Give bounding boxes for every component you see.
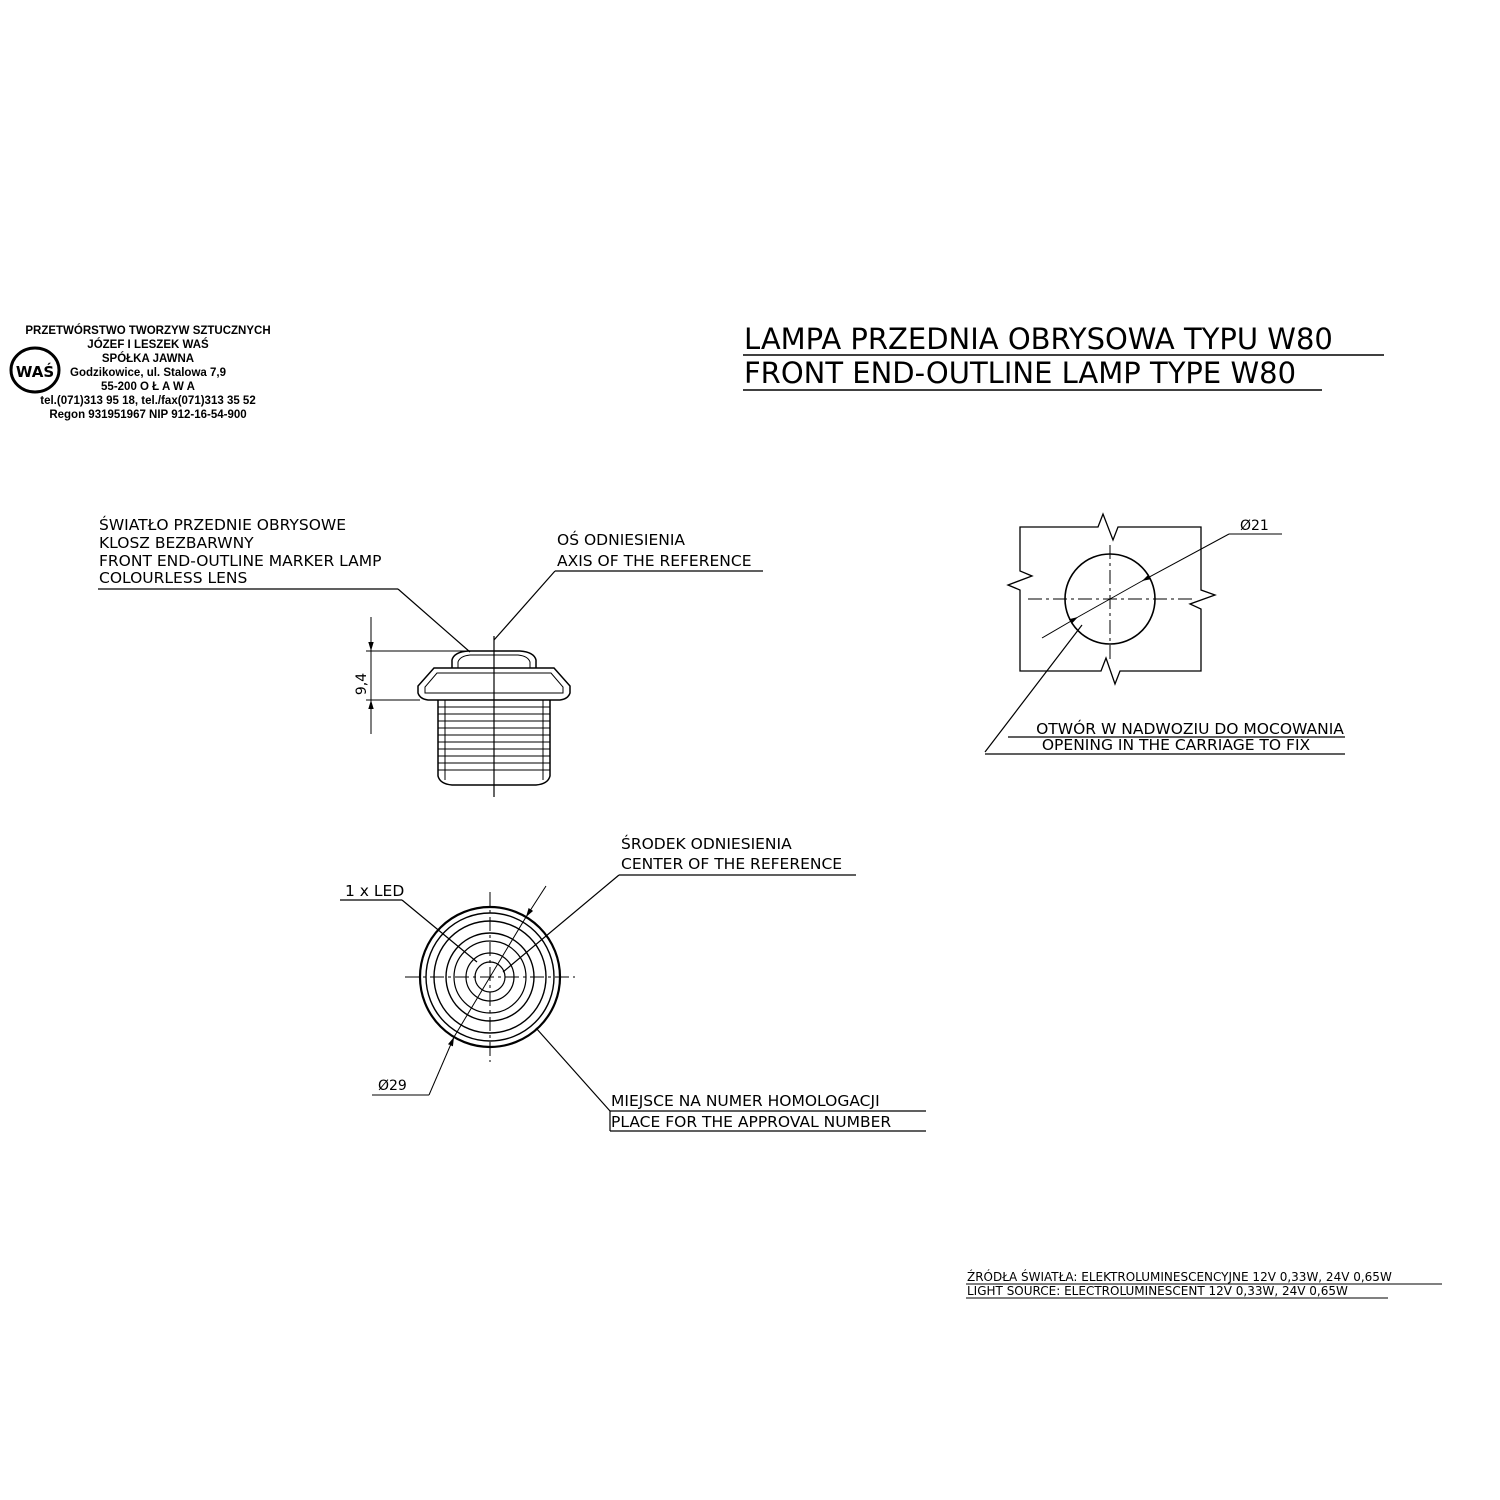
company-name: PRZETWÓRSTWO TWORZYW SZTUCZNYCH xyxy=(25,325,271,337)
title-en: FRONT END-OUTLINE LAMP TYPE W80 xyxy=(744,356,1297,390)
center-label-line1: ŚRODEK ODNIESIENIA xyxy=(621,835,792,853)
lamp-label-line3: FRONT END-OUTLINE MARKER LAMP xyxy=(99,552,382,570)
approval-label-line2: PLACE FOR THE APPROVAL NUMBER xyxy=(611,1113,892,1131)
hole-diameter-dim: Ø21 xyxy=(1240,518,1269,534)
company-street: Godzikowice, ul. Stalowa 7,9 xyxy=(70,367,226,379)
lamp-diameter-dim: Ø29 xyxy=(378,1078,407,1094)
hole-label-line2: OPENING IN THE CARRIAGE TO FIX xyxy=(1041,736,1311,754)
axis-leader xyxy=(494,571,555,640)
center-label-line2: CENTER OF THE REFERENCE xyxy=(621,855,843,873)
side-view xyxy=(98,515,763,797)
company-block xyxy=(11,324,271,421)
company-regon: Regon 931951967 NIP 912-16-54-900 xyxy=(49,409,247,421)
led-label: 1 x LED xyxy=(345,882,405,900)
logo-text: WAŚ xyxy=(15,363,55,381)
lamp-label-line4: COLOURLESS LENS xyxy=(99,569,248,587)
hole-label-line1: OTWÓR W NADWOZIU DO MOCOWANIA xyxy=(1036,720,1344,738)
company-form: SPÓŁKA JAWNA xyxy=(101,353,195,365)
mounting-hole-view xyxy=(985,514,1345,754)
company-logo xyxy=(11,348,59,392)
front-view xyxy=(340,834,926,1131)
lamp-label-line1: ŚWIATŁO PRZEDNIE OBRYSOWE xyxy=(99,516,347,534)
light-source-note xyxy=(966,1269,1442,1298)
light-source-pl: ŹRÓDŁA ŚWIATŁA: ELEKTROLUMINESCENCYJNE 12V 0,33W, 24V 0,65W xyxy=(967,1270,1392,1284)
axis-label-line1: OŚ ODNIESIENIA xyxy=(557,531,686,549)
title-pl: LAMPA PRZEDNIA OBRYSOWA TYPU W80 xyxy=(744,322,1333,356)
axis-label-line2: AXIS OF THE REFERENCE xyxy=(557,552,752,570)
title-block xyxy=(743,322,1384,390)
height-dimension xyxy=(354,617,472,734)
company-city: 55-200 O Ł A W A xyxy=(101,381,195,393)
light-source-en: LIGHT SOURCE: ELECTROLUMINESCENT 12V 0,33W, 24V 0,65W xyxy=(967,1284,1348,1298)
lamp-label-line2: KLOSZ BEZBARWNY xyxy=(99,534,254,552)
company-owners: JÓZEF I LESZEK WAŚ xyxy=(87,339,209,351)
approval-label-line1: MIEJSCE NA NUMER HOMOLOGACJI xyxy=(611,1092,880,1110)
company-phone: tel.(071)313 95 18, tel./fax(071)313 35 52 xyxy=(40,395,256,407)
height-dim-text: 9,4 xyxy=(354,672,370,696)
lamp-leader xyxy=(398,589,470,652)
